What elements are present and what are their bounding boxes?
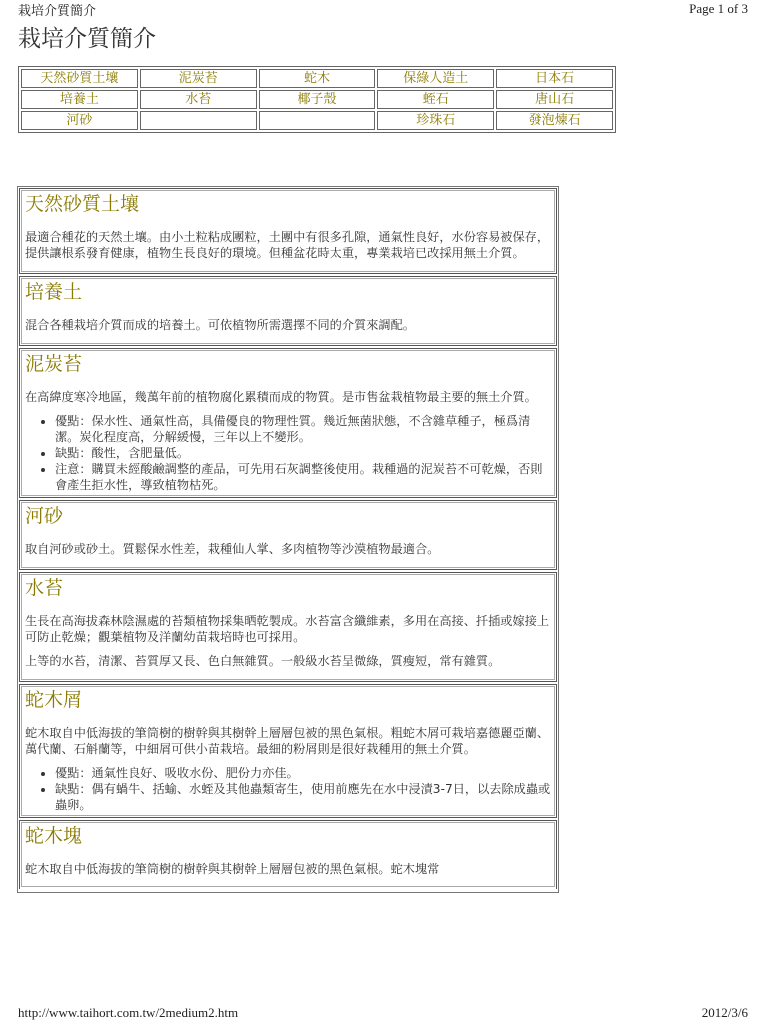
footer-date: 2012/3/6 xyxy=(701,1005,748,1020)
section-title: 天然砂質土壤 xyxy=(25,193,140,215)
section-paragraph: 在高緯度寒冷地區，幾萬年前的植物腐化累積而成的物質。是市售盆栽植物最主要的無土介質。 xyxy=(25,390,537,404)
section-title: 水苔 xyxy=(25,577,64,599)
section-paragraph: 混合各種栽培介質而成的培養土。可依植物所需選擇不同的介質來調配。 xyxy=(25,318,415,332)
section-paragraph: 取自河砂或砂土。質鬆保水性差，栽種仙人掌、多肉植物等沙漠植物最適合。 xyxy=(25,542,440,556)
section-paragraph: 生長在高海拔森林陰濕處的苔類植物採集晒乾製成。水苔富含纖維素，多用在高接、扦插或嫁接上可防止乾燥；觀葉植物及洋蘭幼苗栽培時也可採用。 xyxy=(25,614,550,644)
page-indicator: Page 1 of 3 xyxy=(689,1,748,16)
section-title: 蛇木塊 xyxy=(25,825,83,847)
section-tree-fern-block xyxy=(19,820,557,889)
section-natural-soil xyxy=(19,188,557,274)
section-paragraph: 蛇木取自中低海拔的筆筒樹的樹幹與其樹幹上層層包被的黑色氣根。粗蛇木屑可栽培嘉德麗亞蘭、萬代蘭、石斛蘭等，中細屑可供小苗栽培。最細的粉屑則是很好栽種用的無土介質。 xyxy=(25,726,550,756)
section-title: 河砂 xyxy=(25,505,64,527)
nav-table xyxy=(18,66,616,133)
section-peat-moss xyxy=(19,348,557,498)
nav-link[interactable]: 培養土 xyxy=(21,90,138,109)
section-paragraph: 蛇木取自中低海拔的筆筒樹的樹幹與其樹幹上層層包被的黑色氣根。蛇木塊常 xyxy=(25,862,440,876)
section-title: 培養土 xyxy=(25,281,83,303)
page-title: 栽培介質簡介 xyxy=(18,26,156,52)
section-sphagnum xyxy=(19,572,557,682)
nav-link[interactable]: 河砂 xyxy=(21,111,138,130)
section-potting-soil xyxy=(19,276,557,346)
nav-link[interactable]: 唐山石 xyxy=(496,90,613,109)
content-sections xyxy=(17,186,559,893)
nav-link[interactable]: 發泡煉石 xyxy=(496,111,613,130)
nav-link[interactable]: 蛭石 xyxy=(377,90,494,109)
section-river-sand xyxy=(19,500,557,570)
section-paragraph: 上等的水苔，清潔、苔質厚又長、色白無雜質。一般級水苔呈微綠，質瘦短，常有雜質。 xyxy=(25,654,501,668)
header-doc-title: 栽培介質簡介 xyxy=(18,4,97,19)
bullet-item: • 優點：通氣性良好、吸收水份、肥份力亦佳。 xyxy=(55,765,551,781)
nav-link[interactable]: 椰子殼 xyxy=(259,90,376,109)
bullet-item: • 缺點：偶有蝸牛、括蝓、水蛭及其他蟲類寄生，使用前應先在水中浸漬3-7日，以去除成蟲或蟲卵。 xyxy=(55,781,551,813)
section-tree-fern-chips xyxy=(19,684,557,818)
nav-link[interactable]: 珍珠石 xyxy=(377,111,494,130)
section-title: 泥炭苔 xyxy=(25,353,83,375)
nav-link[interactable]: 蛇木 xyxy=(259,69,376,88)
nav-empty-cell xyxy=(259,111,376,130)
bullet-list xyxy=(25,413,551,493)
nav-row xyxy=(21,90,613,109)
nav-row xyxy=(21,69,613,88)
bullet-item: • 注意：購買未經酸鹼調整的產品，可先用石灰調整後使用。栽種過的泥炭苔不可乾燥，否則會產生拒水性，導致植物枯死。 xyxy=(55,461,551,493)
section-title: 蛇木屑 xyxy=(25,689,83,711)
nav-link[interactable]: 水苔 xyxy=(140,90,257,109)
bullet-list xyxy=(25,765,551,813)
section-paragraph: 最適合種花的天然土壤。由小土粒粘成團粒，土團中有很多孔隙，通氣性良好，水份容易被保存，提供讓根系發育健康，植物生長良好的環境。但種盆花時太重，專業栽培已改採用無土介質。 xyxy=(25,230,550,260)
nav-link[interactable]: 泥炭苔 xyxy=(140,69,257,88)
bullet-item: • 優點：保水性、通氣性高，具備優良的物理性質。幾近無菌狀態，不含雜草種子，極爲清潔。炭化程度高，分解緩慢，三年以上不變形。 xyxy=(55,413,551,445)
nav-link[interactable]: 保綠人造土 xyxy=(377,69,494,88)
nav-row xyxy=(21,111,613,130)
footer-url: http://www.taihort.com.tw/2medium2.htm xyxy=(18,1005,239,1020)
bullet-item: • 缺點：酸性，含肥量低。 xyxy=(55,445,551,461)
nav-link[interactable]: 天然砂質土壤 xyxy=(21,69,138,88)
nav-empty-cell xyxy=(140,111,257,130)
nav-link[interactable]: 日本石 xyxy=(496,69,613,88)
